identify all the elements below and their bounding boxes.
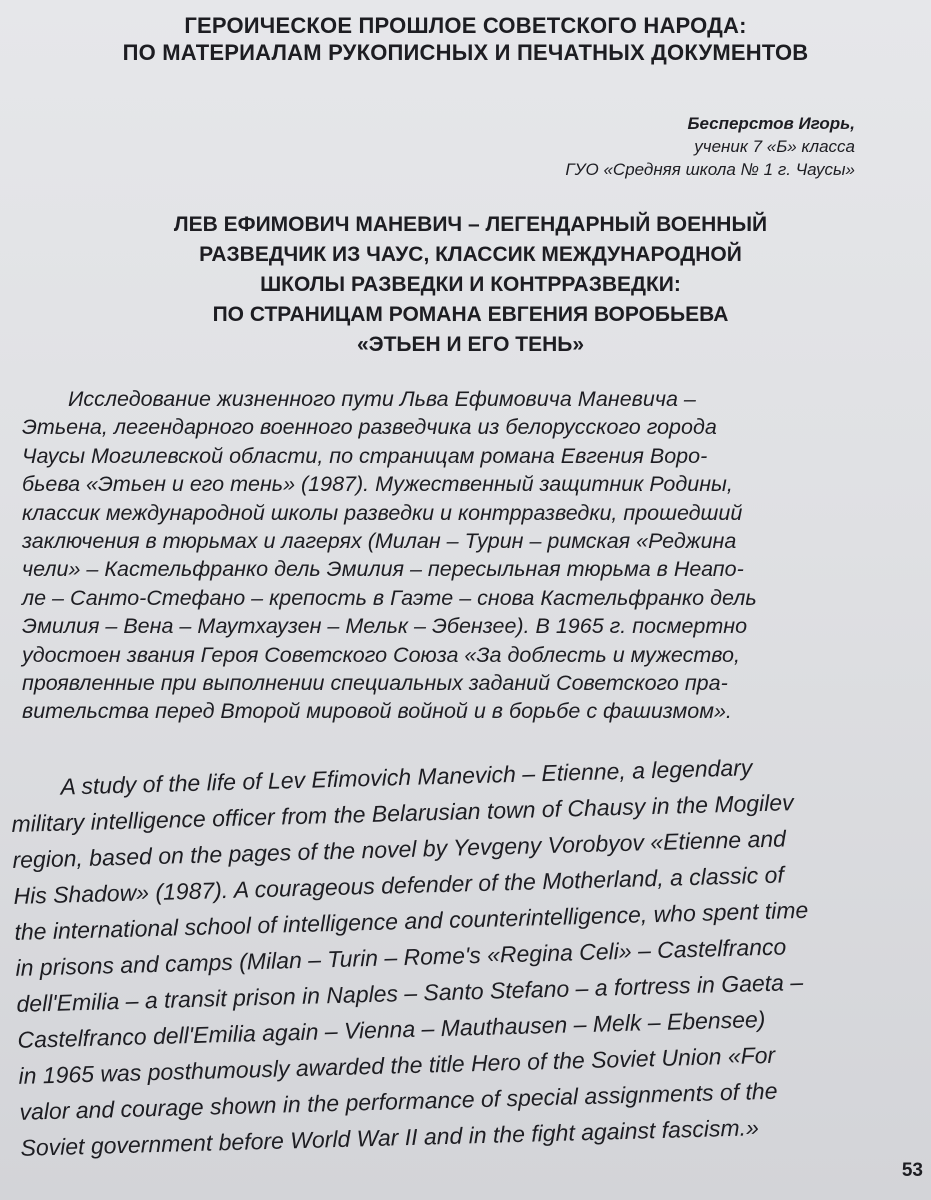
abstract-ru-line: бьева «Этьен и его тень» (1987). Мужественный защитник Родины, xyxy=(22,472,733,497)
abstract-en-line: A study of the life of Lev Efimovich Manevich – Etienne, a legendary xyxy=(60,754,753,800)
article-title-line: РАЗВЕДЧИК ИЗ ЧАУС, КЛАССИК МЕЖДУНАРОДНОЙ xyxy=(199,243,742,266)
abstract-ru-line: ле – Санто-Стефано – крепость в Гаэте – снова Кастельфранко дель xyxy=(22,585,757,610)
abstract-ru-line: классик международной школы разведки и контрразведки, прошедший xyxy=(22,500,743,525)
abstract-ru-line: Чаусы Могилевской области, по страницам романа Евгения Воро- xyxy=(22,443,708,468)
author-school: ГУО «Средняя школа № 1 г. Чаусы» xyxy=(565,160,855,179)
author-name: Бесперстов Игорь, xyxy=(687,114,855,133)
section-header xyxy=(0,12,931,66)
abstract-en-line: in prisons and camps (Milan – Turin – Rome's «Regina Celi» – Castelfranco xyxy=(15,933,787,981)
section-header-line-2: ПО МАТЕРИАЛАМ РУКОПИСНЫХ И ПЕЧАТНЫХ ДОКУМЕНТОВ xyxy=(122,40,809,65)
abstract-russian xyxy=(22,385,882,726)
article-title-line: ЛЕВ ЕФИМОВИЧ МАНЕВИЧ – ЛЕГЕНДАРНЫЙ ВОЕННЫЙ xyxy=(173,213,768,236)
article-title-line: ШКОЛЫ РАЗВЕДКИ И КОНТРРАЗВЕДКИ: xyxy=(260,273,681,296)
abstract-en-line: in 1965 was posthumously awarded the title Hero of the Soviet Union «For xyxy=(18,1041,776,1089)
abstract-en-line: His Shadow» (1987). A courageous defender of the Motherland, a classic of xyxy=(13,861,785,909)
abstract-ru-line: Исследование жизненного пути Льва Ефимовича Маневича – xyxy=(68,387,696,411)
abstract-ru-line: Эмилия – Вена – Маутхаузен – Мельк – Эбензее). В 1965 г. посмертно xyxy=(22,614,748,639)
article-title-line: ПО СТРАНИЦАМ РОМАНА ЕВГЕНИЯ ВОРОБЬЕВА xyxy=(212,303,729,326)
abstract-ru-line: чели» – Кастельфранко дель Эмилия – пересыльная тюрьма в Неапо- xyxy=(22,557,744,582)
abstract-ru-line: заключения в тюрьмах и лагерях (Милан – Турин – римская «Реджина xyxy=(22,529,737,554)
abstract-ru-line: Этьена, легендарного военного разведчика из белорусского города xyxy=(22,415,717,440)
article-title-line: «ЭТЬЕН И ЕГО ТЕНЬ» xyxy=(356,333,585,356)
abstract-en-line: dell'Emilia – a transit prison in Naples – Santo Stefano – a fortress in Gaeta – xyxy=(16,968,804,1017)
abstract-en-line: the international school of intelligence and counterintelligence, who spent time xyxy=(14,896,809,945)
abstract-en-line: Castelfranco dell'Emilia again – Vienna – Mauthausen – Melk – Ebensee) xyxy=(17,1006,766,1053)
section-header-line-1: ГЕРОИЧЕСКОЕ ПРОШЛОЕ СОВЕТСКОГО НАРОДА: xyxy=(184,13,747,38)
abstract-en-line: Soviet government before World War II and in the fight against fascism.» xyxy=(20,1114,760,1161)
abstract-en-line: military intelligence officer from the Belarusian town of Chausy in the Mogilev xyxy=(11,789,794,837)
author-grade: ученик 7 «Б» класса xyxy=(694,137,855,156)
abstract-ru-line: вительства перед Второй мировой войной и в борьбе с фашизмом». xyxy=(22,699,732,724)
abstract-english xyxy=(10,745,911,1166)
article-title xyxy=(0,210,931,360)
abstract-en-line: region, based on the pages of the novel by Yevgeny Vorobyov «Etienne and xyxy=(12,825,787,873)
abstract-ru-line: проявленные при выполнении специальных заданий Советского пра- xyxy=(22,671,728,696)
abstract-en-line: valor and courage shown in the performance of special assignments of the xyxy=(19,1077,778,1125)
abstract-ru-line: удостоен звания Героя Советского Союза «За доблесть и мужество, xyxy=(22,642,740,667)
author-info xyxy=(565,112,855,181)
page-number: 53 xyxy=(901,1160,923,1181)
